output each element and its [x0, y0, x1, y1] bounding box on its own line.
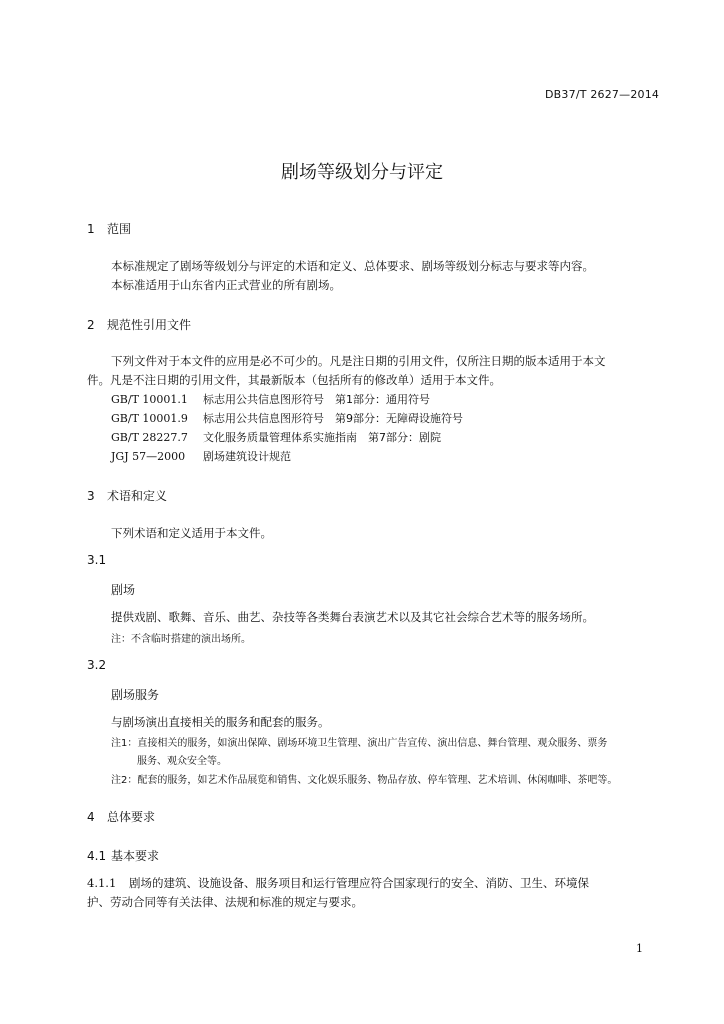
section-1-paragraph-2: 本标准适用于山东省内正式营业的所有剧场。 [111, 278, 341, 292]
section-number: 2 [87, 318, 95, 332]
term-3-2-number: 3.2 [87, 658, 107, 672]
section-title: 总体要求 [107, 810, 156, 824]
section-2-heading [87, 316, 191, 333]
term-3-1-title: 剧场 [111, 583, 136, 597]
section-title: 范围 [107, 222, 132, 236]
clause-number: 4.1.1 [87, 876, 117, 890]
section-number: 4 [87, 810, 95, 824]
term-3-1-definition: 提供戏剧、歌舞、音乐、曲艺、杂技等各类舞台表演艺术以及其它社会综合艺术等的服务场所。 [111, 610, 594, 624]
reference-title: 文化服务质量管理体系实施指南 第7部分：剧院 [203, 431, 441, 444]
subsection-title: 基本要求 [111, 849, 160, 863]
section-number: 3 [87, 489, 95, 503]
clause-text: 剧场的建筑、设施设备、服务项目和运行管理应符合国家现行的安全、消防、卫生、环境保 [129, 876, 589, 890]
section-title: 术语和定义 [107, 489, 168, 503]
reference-code: JGJ 57—2000 [111, 450, 186, 463]
subsection-4-1-heading [87, 847, 159, 864]
section-1-paragraph-1: 本标准规定了剧场等级划分与评定的术语和定义、总体要求、剧场等级划分标志与要求等内容。 [111, 259, 594, 273]
section-number: 1 [87, 222, 95, 236]
section-4-heading [87, 808, 155, 825]
subsection-number: 4.1 [87, 849, 107, 863]
page-number: 1 [636, 942, 643, 955]
standard-code: DB37/T 2627—2014 [545, 88, 660, 101]
page-title: 剧场等级划分与评定 [281, 162, 443, 183]
normative-reference [111, 410, 463, 426]
clause-4-1-1-line-2: 护、劳动合同等有关法律、法规和标准的规定与要求。 [87, 895, 363, 909]
reference-title: 标志用公共信息图形符号 第1部分：通用符号 [203, 393, 430, 406]
reference-code: GB/T 10001.9 [111, 412, 188, 425]
term-3-2-note-1-line-1: 注1：直接相关的服务，如演出保障、剧场环境卫生管理、演出广告宣传、演出信息、舞台管理、观众服务、票务 [111, 738, 608, 749]
reference-title: 剧场建筑设计规范 [203, 450, 291, 463]
section-2-paragraph-line-1: 下列文件对于本文件的应用是必不可少的。凡是注日期的引用文件，仅所注日期的版本适用于本文 [111, 354, 606, 368]
term-3-2-note-2: 注2：配套的服务，如艺术作品展览和销售、文化娱乐服务、物品存放、停车管理、艺术培训、休闲咖啡、茶吧等。 [111, 775, 618, 786]
term-3-1-note: 注：不含临时搭建的演出场所。 [111, 634, 251, 645]
normative-reference [111, 429, 441, 445]
clause-4-1-1-line-1 [87, 875, 589, 891]
section-3-heading [87, 487, 167, 504]
term-3-2-title: 剧场服务 [111, 688, 160, 702]
reference-title: 标志用公共信息图形符号 第9部分：无障碍设施符号 [203, 412, 463, 425]
term-3-1-number: 3.1 [87, 553, 107, 567]
section-1-heading [87, 220, 131, 237]
normative-reference [111, 448, 291, 464]
section-2-paragraph-line-2: 件。凡是不注日期的引用文件，其最新版本（包括所有的修改单）适用于本文件。 [87, 373, 501, 387]
reference-code: GB/T 28227.7 [111, 431, 188, 444]
term-3-2-definition: 与剧场演出直接相关的服务和配套的服务。 [111, 715, 330, 729]
term-3-2-note-1-line-2: 服务、观众安全等。 [137, 756, 227, 767]
reference-code: GB/T 10001.1 [111, 393, 188, 406]
section-3-intro: 下列术语和定义适用于本文件。 [111, 526, 272, 540]
normative-reference [111, 391, 430, 407]
section-title: 规范性引用文件 [107, 318, 192, 332]
